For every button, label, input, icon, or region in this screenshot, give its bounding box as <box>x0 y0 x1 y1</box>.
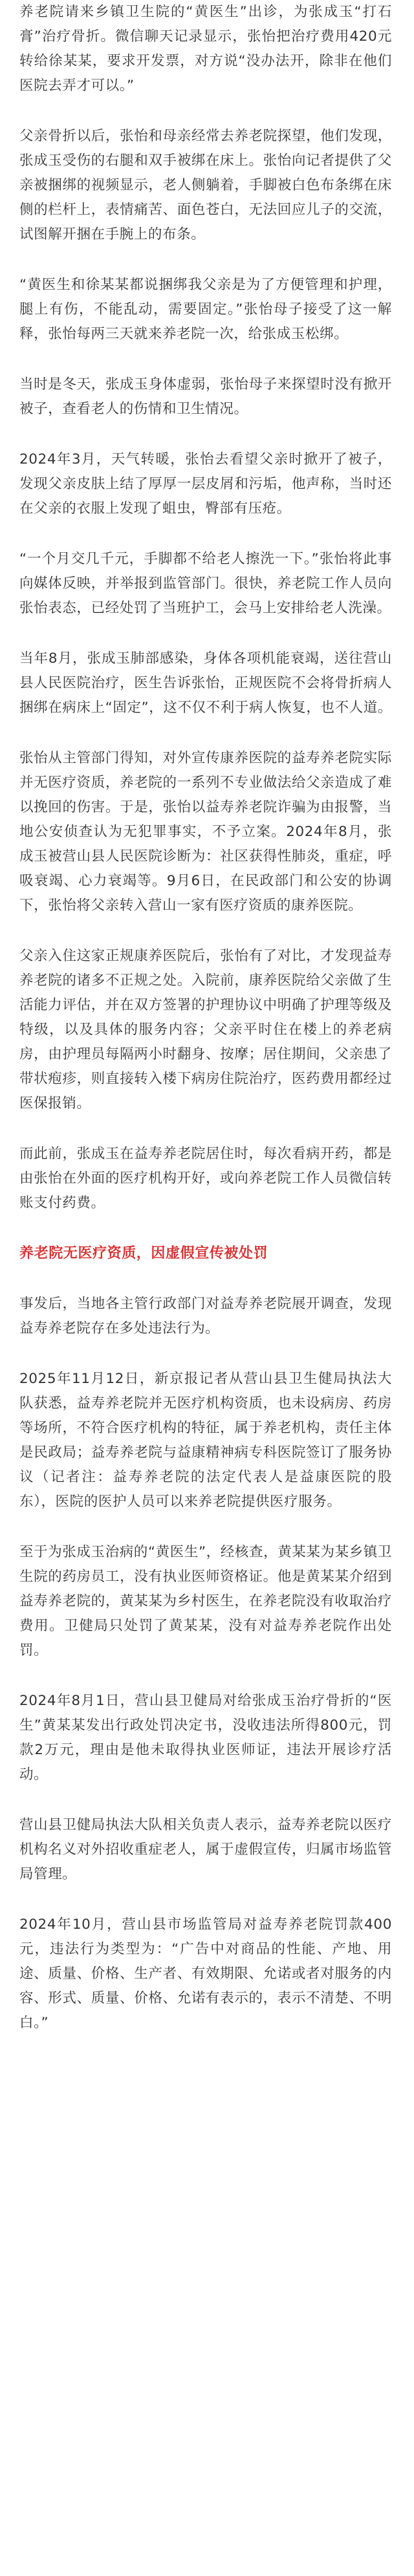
paragraph-1: 养老院请来乡镇卫生院的“黄医生”出诊，为张成玉“打石膏”治疗骨折。微信聊天记录显示，张怡把治疗费用420元转给徐某某，要求开发票，对方说“没办法开，除非在他们医院去弄才可以。” <box>19 4 392 94</box>
paragraph-6: “一个月交几千元，手脚都不给老人擦洗一下。”张怡将此事向媒体反映，并举报到监管部门。很快，养老院工作人员向张怡表态，已经处罚了当班护工，会马上安排给老人洗澡。 <box>19 551 392 616</box>
paragraph-16: 2024年10月，营山县市场监管局对益寿养老院罚款400元，违法行为类型为：“广告中对商品的性能、产地、用途、质量、价格、生产者、有效期限、允诺或者对服务的内容、形式、质量、价格、允诺有表示的，表示不清楚、不明白。” <box>19 1916 392 2031</box>
paragraph-12: 2025年11月12日，新京报记者从营山县卫生健局执法大队获悉，益寿养老院并无医疗机构资质，也未设病房、药房等场所，不符合医疗机构的特征，属于养老机构，责任主体是民政局；益寿养老院与益康精神病专科医院签订了服务协议（记者注：益寿养老院的法定代表人是益康医院的股东），医院的医护人员可以来养老院提供医疗服务。 <box>19 1371 392 1510</box>
paragraph-13: 至于为张成玉治病的“黄医生”，经核查，黄某某为某乡镇卫生院的药房员工，没有执业医师资格证。他是黄某某介绍到益寿养老院的，黄某某为乡村医生，在养老院没有收取治疗费用。卫健局只处罚了黄某某，没有对益寿养老院作出处罚。 <box>19 1544 392 1658</box>
paragraph-9: 父亲入住这家正规康养医院后，张怡有了对比，才发现益寿养老院的诸多不正规之处。入院前，康养医院给父亲做了生活能力评估，并在双方签署的护理协议中明确了护理等级及特级，以及具体的服务内容；父亲平时住在楼上的养老病房，由护理员每隔两小时翻身、按摩；居住期间，父亲患了带状疱疹，则直接转入楼下病房住院治疗，医药费用都经过医保报销。 <box>19 948 392 1111</box>
paragraph-10: 而此前，张成玉在益寿养老院居住时，每次看病开药，都是由张怡在外面的医疗机构开好，或向养老院工作人员微信转账支付药费。 <box>19 1146 392 1211</box>
paragraph-3: “黄医生和徐某某都说捆绑我父亲是为了方便管理和护理，腿上有伤，不能乱动，需要固定。”张怡母子接受了这一解释，张怡每两三天就来养老院一次，给张成玉松绑。 <box>19 277 392 342</box>
paragraph-7: 当年8月，张成玉肺部感染，身体各项机能衰竭，送往营山县人民医院治疗，医生告诉张怡，正规医院不会将骨折病人捆绑在病床上“固定”，这不仅不利于病人恢复，也不人道。 <box>19 650 392 716</box>
paragraph-2: 父亲骨折以后，张怡和母亲经常去养老院探望，他们发现，张成玉受伤的右腿和双手被绑在床上。张怡向记者提供了父亲被捆绑的视频显示，老人侧躺着，手脚被白色布条绑在床侧的栏杆上，表情痛苦、面色苍白，无法回应儿子的交流，试图解开捆在手腕上的布条。 <box>19 128 392 242</box>
paragraph-11: 事发后，当地各主管行政部门对益寿养老院展开调查，发现益寿养老院存在多处违法行为。 <box>19 1296 392 1336</box>
paragraph-15: 营山县卫健局执法大队相关负责人表示，益寿养老院以医疗机构名义对外招收重症老人，属于虚假宣传，归属市场监管局管理。 <box>19 1817 392 1882</box>
paragraph-5: 2024年3月，天气转暖，张怡去看望父亲时掀开了被子，发现父亲皮肤上结了厚厚一层皮屑和污垢，他声称，当时还在父亲的衣服上发现了蛆虫，臀部有压疮。 <box>19 451 392 517</box>
paragraph-4: 当时是冬天，张成玉身体虚弱，张怡母子来探望时没有掀开被子，查看老人的伤情和卫生情况。 <box>19 376 392 417</box>
paragraph-14: 2024年8月1日，营山县卫健局对给张成玉治疗骨折的“医生”黄某某发出行政处罚决定书，没收违法所得800元，罚款2万元，理由是他未取得执业医师证，违法开展诊疗活动。 <box>19 1693 392 1783</box>
paragraph-8: 张怡从主管部门得知，对外宣传康养医院的益寿养老院实际并无医疗资质，养老院的一系列不专业做法给父亲造成了难以挽回的伤害。于是，张怡以益寿养老院诈骗为由报警，当地公安侦查认为无犯罪事实，不予立案。2024年8月，张成玉被营山县人民医院诊断为：社区获得性肺炎，重症，呼吸衰竭、心力衰竭等。9月6日，在民政部门和公安的协调下，张怡将父亲转入营山一家有医疗资质的康养医院。 <box>19 750 392 914</box>
section-heading: 养老院无医疗资质，因虚假宣传被处罚 <box>19 1245 268 1261</box>
